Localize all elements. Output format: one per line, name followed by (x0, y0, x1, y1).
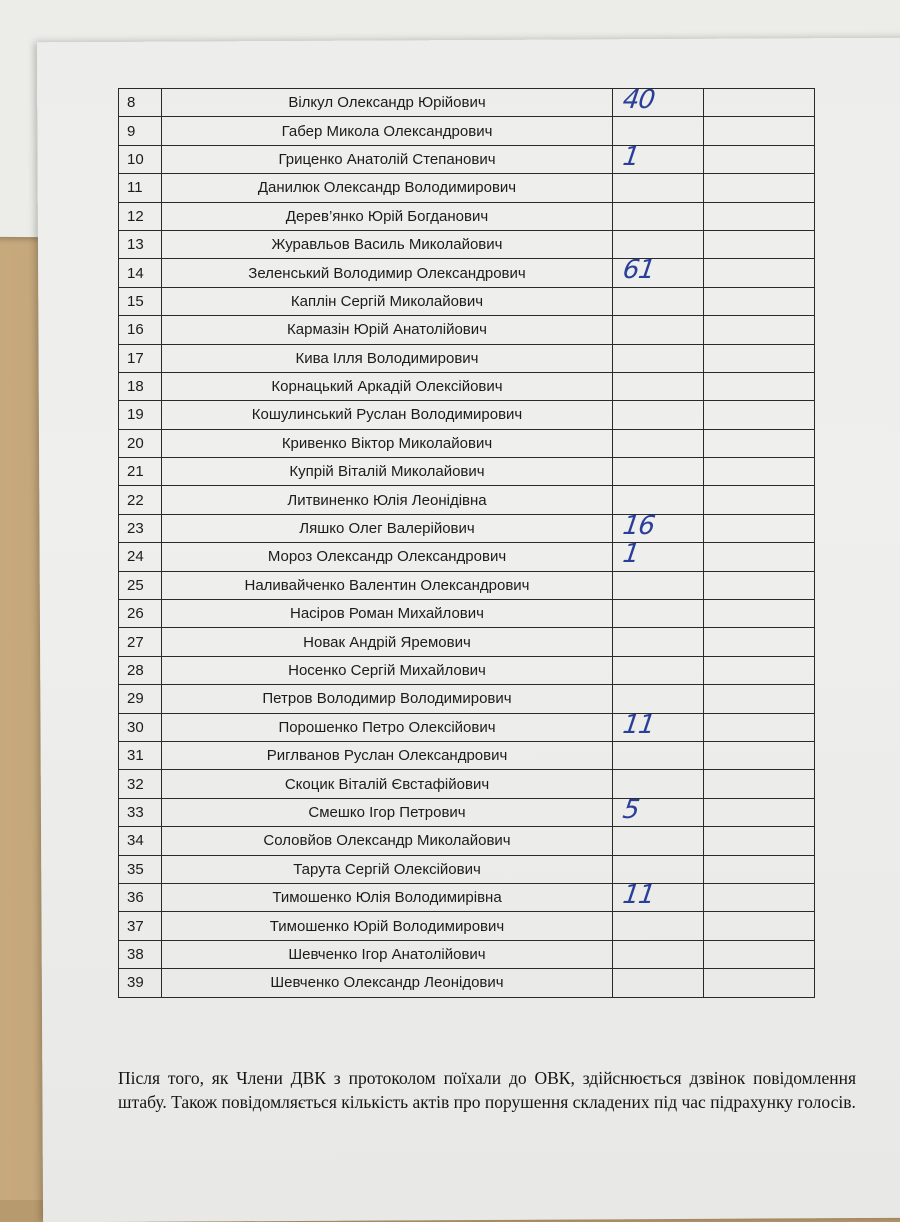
table-row (119, 628, 815, 656)
table-row (119, 259, 815, 287)
table-row (119, 316, 815, 344)
row-number: 16 (119, 316, 162, 344)
vote-count-cell (613, 372, 704, 400)
empty-cell (704, 798, 815, 826)
table-row (119, 145, 815, 173)
vote-count-cell (613, 794, 704, 826)
candidate-name: Смешко Ігор Петрович (162, 798, 613, 826)
table-row (119, 202, 815, 230)
table-row (119, 713, 815, 741)
candidate-name: Носенко Сергій Михайлович (162, 656, 613, 684)
vote-count-cell (613, 539, 704, 571)
row-number: 34 (119, 827, 162, 855)
table-row (119, 741, 815, 769)
table-row (119, 883, 815, 911)
vote-count-cell (613, 709, 704, 741)
empty-cell (704, 230, 815, 258)
table-row (119, 230, 815, 258)
candidate-name: Наливайченко Валентин Олександрович (162, 571, 613, 599)
vote-count-cell (613, 401, 704, 429)
vote-count-cell (613, 344, 704, 372)
candidate-name: Данилюк Олександр Володимирович (162, 174, 613, 202)
vote-count-cell (613, 287, 704, 315)
row-number: 32 (119, 770, 162, 798)
candidate-name: Корнацький Аркадій Олексійович (162, 372, 613, 400)
candidate-name: Журавльов Василь Миколайович (162, 230, 613, 258)
empty-cell (704, 89, 815, 117)
empty-cell (704, 600, 815, 628)
table-row (119, 912, 815, 940)
row-number: 15 (119, 287, 162, 315)
empty-cell (704, 855, 815, 883)
row-number: 8 (119, 89, 162, 117)
empty-cell (704, 259, 815, 287)
empty-cell (704, 316, 815, 344)
candidate-name: Новак Андрій Яремович (162, 628, 613, 656)
empty-cell (704, 827, 815, 855)
empty-cell (704, 883, 815, 911)
vote-count-cell (613, 174, 704, 202)
row-number: 18 (119, 372, 162, 400)
vote-tally-table (118, 85, 815, 998)
empty-cell (704, 372, 815, 400)
empty-cell (704, 287, 815, 315)
vote-count-cell (613, 85, 704, 117)
vote-count-cell (613, 940, 704, 968)
empty-cell (704, 514, 815, 542)
candidate-name: Тимошенко Юлія Володимирівна (162, 883, 613, 911)
vote-count-cell (613, 316, 704, 344)
handwritten-vote-count: 1 (620, 141, 641, 172)
candidate-name: Порошенко Петро Олексійович (162, 713, 613, 741)
table-row (119, 827, 815, 855)
row-number: 9 (119, 117, 162, 145)
table-row (119, 770, 815, 798)
table-row (119, 940, 815, 968)
handwritten-vote-count: 40 (620, 85, 657, 115)
vote-count-cell (613, 827, 704, 855)
candidate-name: Кривенко Віктор Миколайович (162, 429, 613, 457)
handwritten-vote-count: 61 (620, 255, 657, 286)
candidate-name: Ляшко Олег Валерійович (162, 514, 613, 542)
vote-count-cell (613, 571, 704, 599)
table-row (119, 174, 815, 202)
table-row (119, 571, 815, 599)
vote-count-cell (613, 255, 704, 287)
empty-cell (704, 145, 815, 173)
empty-cell (704, 117, 815, 145)
table-row (119, 656, 815, 684)
candidate-name: Мороз Олександр Олександрович (162, 543, 613, 571)
handwritten-vote-count: 11 (620, 879, 657, 910)
table-row (119, 401, 815, 429)
row-number: 28 (119, 656, 162, 684)
empty-cell (704, 344, 815, 372)
empty-cell (704, 429, 815, 457)
candidate-name: Тимошенко Юрій Володимирович (162, 912, 613, 940)
candidate-name: Кошулинський Руслан Володимирович (162, 401, 613, 429)
row-number: 35 (119, 855, 162, 883)
vote-count-cell (613, 600, 704, 628)
empty-cell (704, 401, 815, 429)
empty-cell (704, 656, 815, 684)
row-number: 29 (119, 685, 162, 713)
vote-count-cell (613, 969, 704, 997)
candidate-name: Гриценко Анатолій Степанович (162, 145, 613, 173)
candidate-name: Каплін Сергій Миколайович (162, 287, 613, 315)
row-number: 33 (119, 798, 162, 826)
table-row (119, 600, 815, 628)
vote-count-cell (613, 912, 704, 940)
vote-count-cell (613, 685, 704, 713)
table-row (119, 798, 815, 826)
empty-cell (704, 571, 815, 599)
table-row (119, 458, 815, 486)
empty-cell (704, 969, 815, 997)
row-number: 25 (119, 571, 162, 599)
vote-count-cell (613, 458, 704, 486)
footer-paragraph: Після того, як Члени ДВК з протоколом поїхали до ОВК, здійснюється дзвінок повідомлення штабу. Також повідомляється кількість актів про порушення складених під час підрахунку голосів. (118, 1068, 856, 1112)
candidate-name: Шевченко Олександр Леонідович (162, 969, 613, 997)
empty-cell (704, 202, 815, 230)
empty-cell (704, 458, 815, 486)
row-number: 14 (119, 259, 162, 287)
vote-count-cell (613, 141, 704, 173)
candidate-name: Литвиненко Юлія Леонідівна (162, 486, 613, 514)
candidate-name: Кива Ілля Володимирович (162, 344, 613, 372)
row-number: 24 (119, 543, 162, 571)
handwritten-vote-count: 16 (620, 510, 657, 541)
row-number: 31 (119, 741, 162, 769)
candidate-name: Шевченко Ігор Анатолійович (162, 940, 613, 968)
row-number: 20 (119, 429, 162, 457)
table-row (119, 117, 815, 145)
candidate-name: Тарута Сергій Олексійович (162, 855, 613, 883)
vote-count-cell (613, 879, 704, 911)
row-number: 36 (119, 883, 162, 911)
candidate-name: Соловйов Олександр Миколайович (162, 827, 613, 855)
vote-count-cell (613, 741, 704, 769)
candidate-name: Зеленський Володимир Олександрович (162, 259, 613, 287)
row-number: 26 (119, 600, 162, 628)
row-number: 11 (119, 174, 162, 202)
row-number: 12 (119, 202, 162, 230)
row-number: 13 (119, 230, 162, 258)
empty-cell (704, 628, 815, 656)
row-number: 22 (119, 486, 162, 514)
table-row (119, 89, 815, 117)
row-number: 21 (119, 458, 162, 486)
candidate-name: Купрій Віталій Миколайович (162, 458, 613, 486)
table-row (119, 287, 815, 315)
candidate-name: Кармазін Юрій Анатолійович (162, 316, 613, 344)
candidate-name: Насіров Роман Михайлович (162, 600, 613, 628)
table-row (119, 855, 815, 883)
handwritten-vote-count: 11 (620, 709, 657, 740)
candidate-name: Вілкул Олександр Юрійович (162, 89, 613, 117)
empty-cell (704, 174, 815, 202)
row-number: 39 (119, 969, 162, 997)
vote-count-cell (613, 429, 704, 457)
candidate-name: Петров Володимир Володимирович (162, 685, 613, 713)
row-number: 37 (119, 912, 162, 940)
row-number: 27 (119, 628, 162, 656)
handwritten-vote-count: 5 (620, 794, 641, 825)
handwritten-vote-count: 1 (620, 539, 641, 570)
table-row (119, 969, 815, 997)
vote-count-cell (613, 770, 704, 798)
row-number: 23 (119, 514, 162, 542)
empty-cell (704, 770, 815, 798)
table-row (119, 514, 815, 542)
row-number: 38 (119, 940, 162, 968)
candidate-name: Скоцик Віталій Євстафійович (162, 770, 613, 798)
vote-count-cell (613, 202, 704, 230)
candidate-name: Риглванов Руслан Олександрович (162, 741, 613, 769)
row-number: 10 (119, 145, 162, 173)
table-row (119, 685, 815, 713)
table-row (119, 429, 815, 457)
empty-cell (704, 486, 815, 514)
vote-count-cell (613, 656, 704, 684)
empty-cell (704, 940, 815, 968)
row-number: 17 (119, 344, 162, 372)
table-row (119, 486, 815, 514)
empty-cell (704, 685, 815, 713)
empty-cell (704, 741, 815, 769)
row-number: 19 (119, 401, 162, 429)
table-row (119, 372, 815, 400)
table-row (119, 344, 815, 372)
empty-cell (704, 713, 815, 741)
candidate-name: Габер Микола Олександрович (162, 117, 613, 145)
candidate-name: Дерев’янко Юрій Богданович (162, 202, 613, 230)
table-row (119, 543, 815, 571)
vote-count-cell (613, 628, 704, 656)
empty-cell (704, 543, 815, 571)
row-number: 30 (119, 713, 162, 741)
empty-cell (704, 912, 815, 940)
